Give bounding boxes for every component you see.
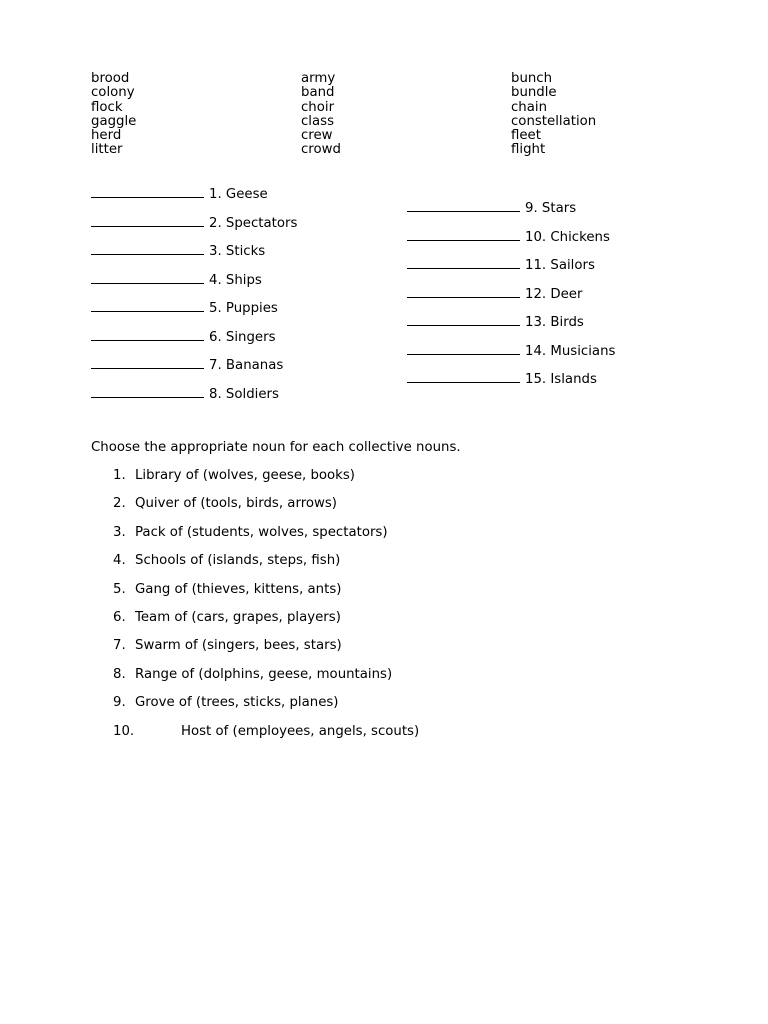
answer-blank[interactable] (91, 299, 204, 312)
answer-blank[interactable] (407, 313, 520, 326)
word-bank-column-3 (511, 72, 596, 158)
item-number: 7. (209, 358, 222, 373)
choice-text: Schools of (islands, steps, fish) (135, 553, 341, 569)
word-bank-word: band (301, 85, 335, 101)
word-bank-word: colony (91, 85, 135, 101)
word-bank-word: litter (91, 142, 123, 158)
item-noun: Musicians (550, 343, 616, 359)
item-noun: Stars (541, 201, 577, 216)
item-noun: Spectators (225, 215, 298, 231)
choice-text: Gang of (thieves, kittens, ants) (135, 581, 342, 597)
matching-item (91, 328, 276, 344)
item-number: 4. (209, 272, 222, 288)
answer-blank[interactable] (91, 356, 204, 369)
choice-text: Grove of (trees, sticks, planes) (135, 695, 339, 711)
word-bank-word: crowd (301, 142, 341, 158)
item-number: 15. (525, 372, 547, 387)
matching-item (91, 242, 265, 258)
answer-blank[interactable] (407, 285, 520, 298)
item-number: 6. (209, 329, 222, 345)
answer-blank[interactable] (91, 328, 204, 341)
item-number: 13. (525, 315, 547, 330)
item-number: 11. (525, 258, 547, 273)
answer-blank[interactable] (407, 199, 520, 212)
choice-text: Team of (cars, grapes, players) (135, 610, 341, 625)
item-number: 8. (209, 386, 222, 402)
item-noun: Birds (550, 315, 584, 330)
matching-item (91, 356, 283, 372)
matching-item (407, 199, 576, 215)
answer-blank[interactable] (91, 214, 204, 227)
matching-item (407, 313, 584, 329)
word-bank-word: gaggle (91, 113, 137, 129)
matching-item (91, 385, 279, 401)
answer-blank[interactable] (91, 185, 204, 198)
word-bank-column-2 (301, 72, 341, 158)
item-noun: Chickens (550, 229, 610, 245)
choice-number: 6. (113, 610, 126, 625)
choice-number: 9. (113, 695, 126, 711)
answer-blank[interactable] (407, 228, 520, 241)
matching-item (407, 256, 595, 272)
choice-text: Library of (wolves, geese, books) (135, 468, 355, 483)
choice-number: 4. (113, 553, 126, 569)
word-bank-word: crew (301, 128, 333, 144)
item-number: 3. (209, 244, 222, 259)
matching-item (91, 299, 278, 315)
choice-text: Pack of (students, wolves, spectators) (135, 524, 388, 540)
matching-item (407, 228, 610, 244)
word-bank-word: choir (301, 99, 335, 115)
word-bank-word: herd (91, 128, 122, 144)
item-number: 10. (525, 229, 547, 245)
choice-text: Range of (dolphins, geese, mountains) (135, 666, 393, 682)
choice-text: Swarm of (singers, bees, stars) (135, 638, 342, 654)
choice-number: 3. (113, 524, 126, 540)
answer-blank[interactable] (91, 385, 204, 398)
item-number: 1. (209, 187, 222, 202)
choice-number: 1. (113, 468, 126, 483)
item-noun: Bananas (225, 358, 284, 373)
choice-number: 8. (113, 666, 126, 682)
instructions-text: Choose the appropriate noun for each collective nouns. (91, 440, 461, 455)
word-bank-word: flight (511, 142, 546, 158)
choice-number: 7. (113, 638, 126, 654)
answer-blank[interactable] (91, 242, 204, 255)
item-noun: Islands (550, 372, 597, 387)
item-noun: Sticks (225, 244, 266, 259)
item-number: 12. (525, 286, 547, 302)
item-number: 9. (525, 201, 538, 216)
item-noun: Deer (550, 286, 583, 302)
answer-blank[interactable] (407, 342, 520, 355)
word-bank-word: bundle (511, 85, 557, 101)
word-bank-word: chain (511, 99, 548, 115)
item-number: 5. (209, 301, 222, 316)
word-bank-word: constellation (511, 113, 597, 129)
choice-number: 2. (113, 496, 126, 512)
choice-number: 10. (113, 723, 135, 739)
matching-item (91, 214, 297, 230)
choice-number: 5. (113, 581, 126, 597)
item-noun: Singers (225, 329, 276, 345)
matching-item (407, 370, 597, 386)
item-number: 14. (525, 343, 547, 359)
answer-blank[interactable] (407, 370, 520, 383)
item-noun: Sailors (550, 258, 595, 273)
item-noun: Soldiers (225, 386, 279, 402)
word-bank-word: flock (91, 99, 123, 115)
item-noun: Puppies (225, 301, 278, 316)
word-bank-word: brood (91, 71, 130, 86)
choice-text: Host of (employees, angels, scouts) (181, 723, 420, 739)
item-noun: Geese (225, 187, 268, 202)
word-bank-word: bunch (511, 71, 553, 86)
word-bank-word: fleet (511, 128, 541, 144)
word-bank-column-1 (91, 72, 136, 158)
item-number: 2. (209, 215, 222, 231)
answer-blank[interactable] (407, 256, 520, 269)
answer-blank[interactable] (91, 271, 204, 284)
word-bank-word: army (301, 71, 336, 86)
item-noun: Ships (225, 272, 262, 288)
matching-item (91, 185, 268, 201)
matching-item (407, 342, 615, 358)
word-bank-word: class (301, 113, 335, 129)
choice-text: Quiver of (tools, birds, arrows) (135, 496, 337, 512)
matching-item (91, 271, 262, 287)
matching-item (407, 285, 582, 301)
